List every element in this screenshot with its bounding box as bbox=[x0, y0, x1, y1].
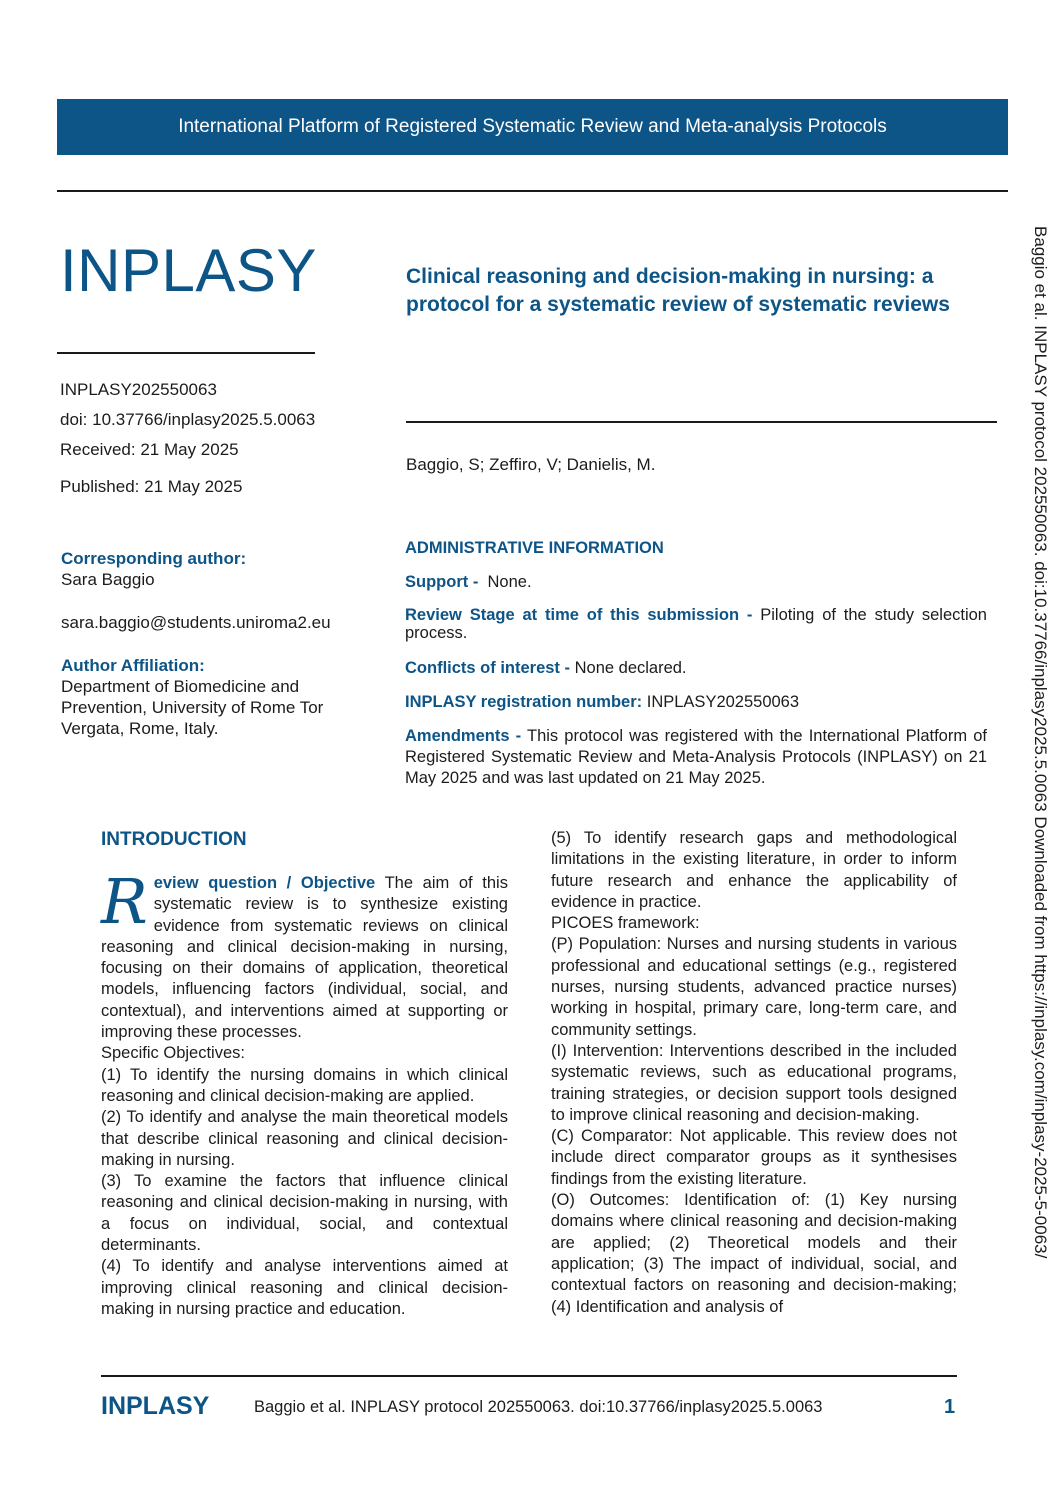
review-stage-row: Review Stage at time of this submission - Piloting of the study selection process. bbox=[405, 606, 987, 642]
footer-brand: INPLASY bbox=[101, 1392, 210, 1420]
right-paragraph: PICOES framework: bbox=[551, 914, 700, 933]
drop-cap: R bbox=[101, 865, 148, 938]
right-paragraph: (5) To identify research gaps and methodological limitations in the existing literature, in order to inform future research and enhance the applicability of evidence in practice. bbox=[551, 829, 957, 911]
right-paragraph: (I) Intervention: Interventions described in the included systematic reviews, such as educational programs, training strategies, or decision support tools designed to improve clinical reasoning and decision-making. bbox=[551, 1041, 957, 1124]
brand-logo: INPLASY bbox=[60, 237, 317, 304]
header-banner bbox=[57, 99, 1008, 155]
amendments-row: Amendments - This protocol was registered with the International Platform of Registered Systematic Review and Meta-Analysis Protocols (INPLASY) on 21 May 2025 and was last updated on 21 May 2025. bbox=[405, 727, 987, 787]
corresponding-name: Sara Baggio bbox=[61, 570, 155, 589]
doi[interactable]: doi: 10.37766/inplasy2025.5.0063 bbox=[60, 410, 316, 429]
left-paragraph: (3) To examine the factors that influence clinical reasoning and clinical decision-making in nursing, with a focus on individual, social, and contextual determinants. bbox=[101, 1172, 508, 1255]
footer-divider bbox=[101, 1375, 957, 1377]
header-divider bbox=[57, 190, 1008, 192]
page-number: 1 bbox=[944, 1396, 956, 1418]
registration-id: INPLASY202550063 bbox=[60, 380, 217, 399]
affiliation-label: Author Affiliation: bbox=[61, 656, 205, 675]
administrative-info bbox=[405, 538, 987, 798]
affiliation-text: Department of Biomedicine and Prevention, University of Rome Tor Vergata, Rome, Italy. bbox=[61, 677, 324, 738]
footer-citation: Baggio et al. INPLASY protocol 202550063. doi:10.37766/inplasy2025.5.0063 bbox=[254, 1398, 823, 1416]
corresponding-email[interactable]: sara.baggio@students.uniroma2.eu bbox=[61, 613, 331, 632]
right-paragraph: (P) Population: Nurses and nursing students in various professional and educational settings (e.g., registered nurses, nursing students, advanced practice nurses) working in hospital, primary care, long-term care, and community settings. bbox=[551, 935, 957, 1039]
left-paragraph: (1) To identify the nursing domains in which clinical reasoning and clinical decision-making are applied. bbox=[101, 1065, 508, 1105]
received-date: Received: 21 May 2025 bbox=[60, 440, 239, 459]
introduction-heading: INTRODUCTION bbox=[101, 829, 247, 850]
conflicts-row: Conflicts of interest - None declared. bbox=[405, 659, 687, 677]
brand-divider bbox=[57, 352, 315, 354]
right-paragraph: (C) Comparator: Not applicable. This review does not include direct comparator groups as it synthesises findings from the existing literature. bbox=[551, 1127, 957, 1188]
left-paragraph: Specific Objectives: bbox=[101, 1044, 245, 1063]
author-affiliation bbox=[61, 655, 351, 739]
banner-text: International Platform of Registered Systematic Review and Meta-analysis Protocols bbox=[178, 116, 887, 137]
left-paragraph: (2) To identify and analyse the main theoretical models that describe clinical reasoning and clinical decision-making in nursing. bbox=[101, 1108, 508, 1169]
corresponding-label: Corresponding author: bbox=[61, 549, 247, 568]
corresponding-author bbox=[61, 548, 351, 590]
review-question-paragraph bbox=[101, 865, 508, 1043]
article-title: Clinical reasoning and decision-making in nursing: a protocol for a systematic review of systematic reviews bbox=[406, 265, 950, 316]
author-list: Baggio, S; Zeffiro, V; Danielis, M. bbox=[406, 455, 656, 474]
review-question-label: eview question / Objective bbox=[153, 874, 376, 892]
intro-left-column bbox=[101, 865, 508, 1320]
admin-heading: ADMINISTRATIVE INFORMATION bbox=[405, 539, 664, 557]
vertical-download-note: Baggio et al. INPLASY protocol 202550063. doi:10.37766/inplasy2025.5.0063 Downloaded from https://inplasy.com/inplasy-2025-5-0063/ bbox=[1031, 226, 1050, 1259]
left-paragraph: (4) To identify and analyse interventions aimed at improving clinical reasoning and clinical decision-making in nursing practice and education. bbox=[101, 1257, 508, 1318]
support-row: Support - None. bbox=[405, 573, 532, 591]
published-date: Published: 21 May 2025 bbox=[60, 477, 243, 496]
registration-row: INPLASY registration number: INPLASY202550063 bbox=[405, 693, 800, 711]
review-question-text: The aim of this systematic review is to synthesize existing evidence from systematic reviews on clinical reasoning and clinical decision-making in nursing, focusing on their domains of application, theoretical models, influencing factors (individual, social, and contextual), and interventions aimed at supporting or improving these processes. bbox=[101, 874, 508, 1042]
intro-right-column bbox=[551, 828, 957, 1318]
title-divider bbox=[406, 421, 997, 423]
right-paragraph: (O) Outcomes: Identification of: (1) Key nursing domains where clinical reasoning and decision-making are applied; (2) Theoretical models and their application; (3) The impact of individual, social, and contextual factors on reasoning and decision-making; (4) Identification and analysis of bbox=[551, 1191, 957, 1316]
